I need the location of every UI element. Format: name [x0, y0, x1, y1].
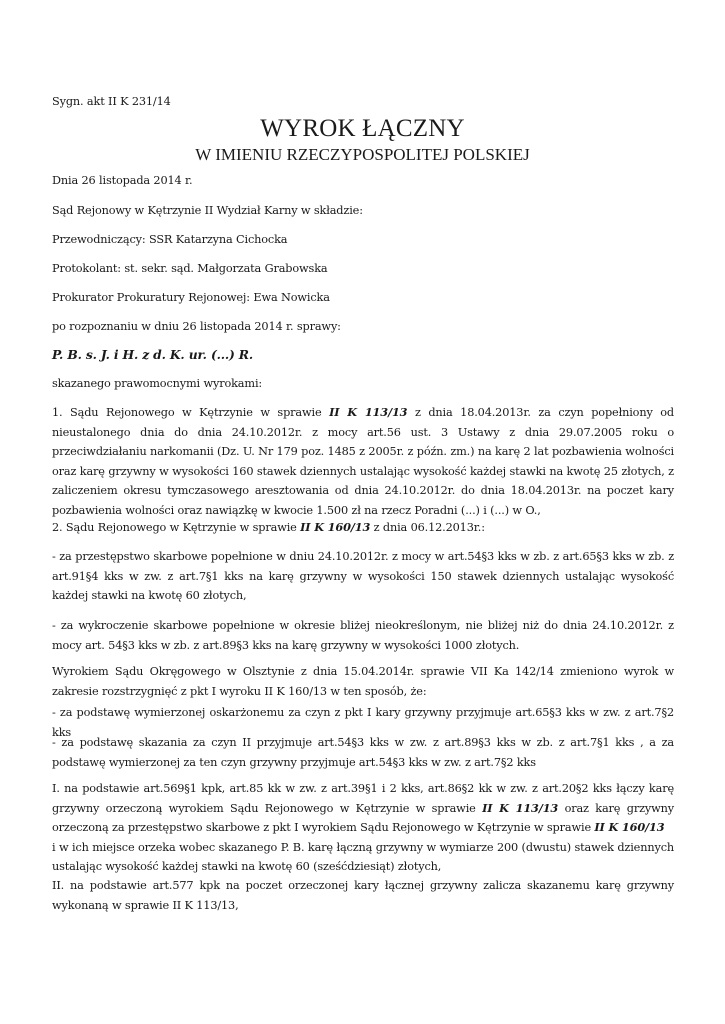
item2-tail: z dnia 06.12.2013r.:: [370, 521, 485, 534]
ruling1-case-2: II K 160/13: [594, 820, 665, 834]
chair-line: Przewodniczący: SSR Katarzyna Cichocka: [52, 233, 288, 246]
appeal-change-a: - za podstawę wymierzonej oskarżonemu za czyn z pkt I kary grzywny przyjmuje art.65§3 kks w zw. z art.7§2 kks: [52, 706, 674, 739]
item1-lead: 1. Sądu Rejonowego w Kętrzynie w sprawie: [52, 406, 330, 419]
judgment-item-1: [52, 403, 674, 520]
item2-offense-a: - za przestępstwo skarbowe popełnione w dniu 24.10.2012r. z mocy w art.54§3 kks w zb. z art.65§3 kks w zb. z art.91§4 kks w zw. z art.7§1 kks na karę grzywny w wysokości 150 stawek dziennych ustalając wysokość każdej stawki na kwotę 60 złotych,: [52, 550, 674, 602]
ruling1-mid: oraz karę grzywny orzeczoną za przestępstwo skarbowe z pkt I wyrokiem Sądu Rejonowego w Kętrzynie w sprawie: [52, 801, 675, 834]
ruling1-lead: I. na podstawie art.569§1 kpk, art.85 kk w zw. z art.39§1 i 2 kks, art.86§2 kk w zw. z art.20§2 kks łączy karę grzywny orzeczoną wyrokiem Sądu Rejonowego w Kętrzynie w sprawie: [52, 782, 674, 815]
ruling-2: II. na podstawie art.577 kpk na poczet orzeczonej kary łącznej grzywny zalicza skazanemu karę grzywny wykonaną w sprawie II K 113/13,: [52, 879, 674, 912]
case-signature: Sygn. akt II K 231/14: [52, 95, 171, 108]
item1-case-number: II K 113/13: [329, 405, 408, 419]
document-title: WYROK ŁĄCZNY: [260, 115, 465, 142]
hearing-line: po rozpoznaniu w dniu 26 listopada 2014 r. sprawy:: [52, 320, 341, 333]
item1-tail: z dnia 18.04.2013r. za czyn popełniony od nieustalonego dnia do dnia 24.10.2012r. z mocy art.56 ust. 3 Ustawy z dnia 29.07.2005 roku o przeciwdziałaniu narkomanii (Dz. U. Nr 179 poz. 1485 z 2005r. z późn. zm.) na karę 2 lat pozbawienia wolności oraz karę grzywny w wysokości 160 stawek dziennych ustalając wysokość każdej stawki na kwotę 25 złotych, z zaliczeniem okresu tymczasowego aresztowania od dnia 24.10.2012r. do dnia 18.04.2013r. na poczet kary pozbawienia wolności oraz nawiązkę w kwocie 1.500 zł na rzecz Poradni (...) i (...) w O.,: [52, 406, 674, 517]
appeal-paragraph: Wyrokiem Sądu Okręgowego w Olsztynie z dnia 15.04.2014r. sprawie VII Ka 142/14 zmieniono wyrok w zakresie rozstrzygnięć z pkt I wyroku II K 160/13 w ten sposób, że:: [52, 665, 674, 698]
court-line: Sąd Rejonowy w Kętrzynie II Wydział Karny w składzie:: [52, 204, 363, 217]
ruling1-case-1: II K 113/13: [482, 800, 559, 815]
item2-offense-b: - za wykroczenie skarbowe popełnione w okresie bliżej nieokreślonym, nie bliżej niż do dnia 24.10.2012r. z mocy art. 54§3 kks w zb. z art.89§3 kks na karę grzywny w wysokości 1000 złotych.: [52, 619, 674, 652]
clerk-line: Protokolant: st. sekr. sąd. Małgorzata Grabowska: [52, 262, 328, 275]
appeal-change-b: - za podstawę skazania za czyn II przyjmuje art.54§3 kks w zw. z art.89§3 kks w zb. z art.7§1 kks , a za podstawę wymierzonej za ten czyn grzywny przyjmuje art.54§3 kks w zw. z art.7§2 kks: [52, 736, 674, 769]
document-subtitle: W IMIENIU RZECZYPOSPOLITEJ POLSKIEJ: [195, 145, 530, 164]
defendant-name: P. B. s. J. i H. z d. K. ur. (...) R.: [52, 347, 254, 362]
judgment-item-2: [52, 518, 674, 538]
convicted-line: skazanego prawomocnymi wyrokami:: [52, 377, 263, 390]
ruling1-tail: i w ich miejsce orzeka wobec skazanego P. B. karę łączną grzywny w wymiarze 200 (dwustu) stawek dziennych ustalając wysokość każdej stawki na kwotę 60 (sześćdziesiąt) złotych,: [52, 840, 674, 873]
ruling-1: [52, 779, 674, 877]
prosecutor-line: Prokurator Prokuratury Rejonowej: Ewa Nowicka: [52, 291, 330, 304]
date-line: Dnia 26 listopada 2014 r.: [52, 174, 193, 187]
item2-case-number: II K 160/13: [300, 520, 371, 534]
item2-lead: 2. Sądu Rejonowego w Kętrzynie w sprawie: [52, 521, 301, 534]
